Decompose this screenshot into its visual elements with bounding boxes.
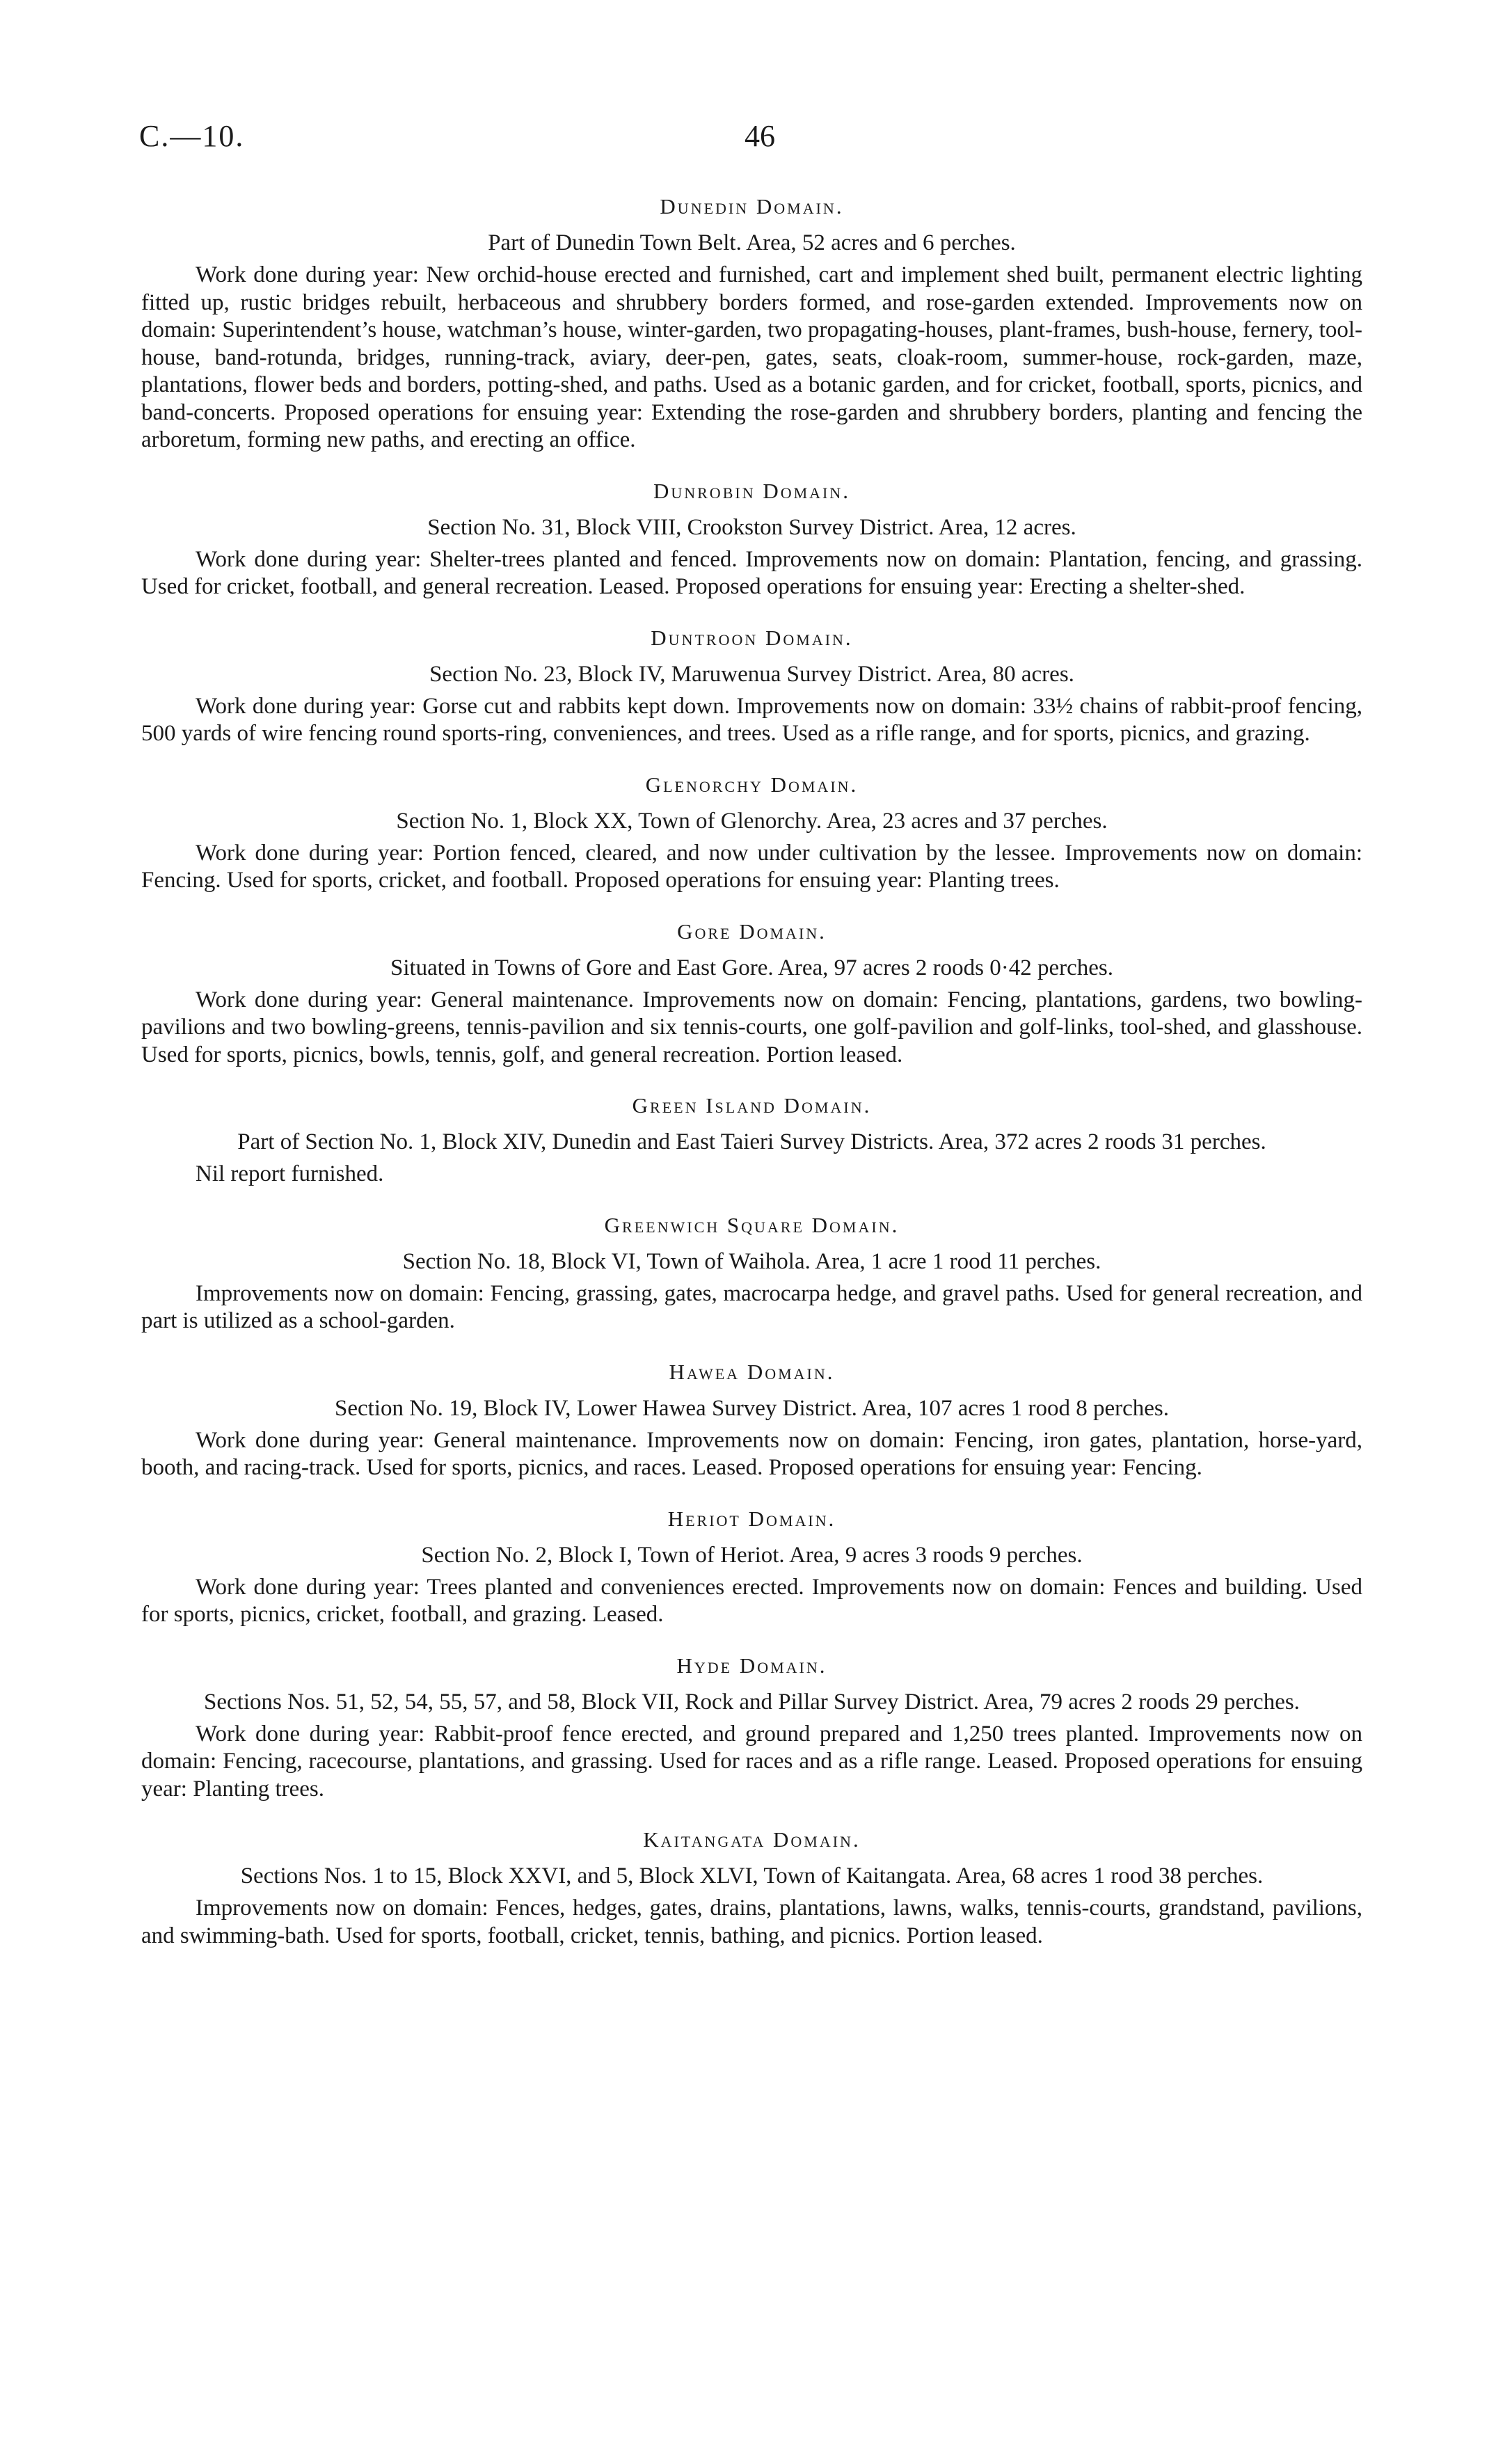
domain-section-duntroon	[141, 625, 1362, 748]
section-text: Improvements now on domain: Fencing, grassing, gates, macrocarpa hedge, and gravel paths. Used for general recreation, and part is utilized as a school-garden.	[141, 1280, 1362, 1333]
page-number: 46	[745, 119, 775, 153]
section-location: Situated in Towns of Gore and East Gore. Area, 97 acres 2 roods 0·42 perches.	[390, 955, 1114, 980]
report-body	[141, 193, 1362, 1973]
section-title: Dunedin Domain.	[660, 194, 844, 218]
section-title: Kaitangata Domain.	[643, 1827, 861, 1852]
section-title: Duntroon Domain.	[651, 625, 853, 650]
domain-section-green-island	[141, 1092, 1362, 1188]
section-text: Work done during year: Trees planted and conveniences erected. Improvements now on domain: Fences and building. Used for sports, picnics, cricket, football, and grazing. Leased.	[141, 1574, 1362, 1627]
section-text: Work done during year: Shelter-trees planted and fenced. Improvements now on domain: Plantation, fencing, and grassing. Used for cricket, football, and general recreation. Leased. Proposed operations for ensuing year: Erecting a shelter-shed.	[141, 546, 1362, 599]
section-text: Work done during year: New orchid-house erected and furnished, cart and implement shed built, permanent electric lighting fitted up, rustic bridges rebuilt, herbaceous and shrubbery borders formed, and rose-garden extended. Improvements now on domain: Superintendent’s house, watchman’s house, winter-garden, two propagating-houses, plant-frames, bush-house, fernery, tool-house, band-rotunda, bridges, running-track, aviary, deer-pen, gates, seats, cloak-room, summer-house, rock-garden, maze, plantations, flower beds and borders, potting-shed, and paths. Used as a botanic garden, and for cricket, football, sports, picnics, and band-concerts. Proposed operations for ensuing year: Extending the rose-garden and shrubbery borders, planting and fencing the arboretum, forming new paths, and erecting an office.	[141, 262, 1362, 452]
section-title: Glenorchy Domain.	[645, 772, 859, 797]
domain-section-gore	[141, 919, 1362, 1070]
section-title: Heriot Domain.	[667, 1506, 836, 1531]
domain-section-heriot	[141, 1506, 1362, 1629]
section-text: Work done during year: Rabbit-proof fence erected, and ground prepared and 1,250 trees planted. Improvements now on domain: Fencing, racecourse, plantations, and grassing. Used for races and as a rifle range. Leased. Proposed operations for ensuing year: Planting trees.	[141, 1721, 1362, 1802]
section-text: Work done during year: Gorse cut and rabbits kept down. Improvements now on domain: 33½ chains of rabbit-proof fencing, 500 yards of wire fencing round sports-ring, conveniences, and trees. Used as a rifle range, and for sports, picnics, and grazing.	[141, 693, 1362, 746]
domain-section-hawea	[141, 1359, 1362, 1482]
section-title: Hyde Domain.	[676, 1653, 827, 1678]
section-location: Section No. 1, Block XX, Town of Glenorchy. Area, 23 acres and 37 perches.	[396, 808, 1108, 834]
section-title: Dunrobin Domain.	[653, 478, 851, 503]
domain-section-hyde	[141, 1653, 1362, 1804]
section-text: Work done during year: General maintenance. Improvements now on domain: Fencing, iron gates, plantation, horse-yard, booth, and racing-track. Used for sports, picnics, and races. Leased. Proposed operations for ensuing year: Fencing.	[141, 1427, 1362, 1480]
section-location: Sections Nos. 51, 52, 54, 55, 57, and 58, Block VII, Rock and Pillar Survey District. Area, 79 acres 2 roods 29 perches.	[204, 1689, 1300, 1715]
section-location: Part of Section No. 1, Block XIV, Dunedin and East Taieri Survey Districts. Area, 372 acres 2 roods 31 perches.	[237, 1129, 1266, 1154]
section-text: Improvements now on domain: Fences, hedges, gates, drains, plantations, lawns, walks, tennis-courts, grandstand, pavilions, and swimming-bath. Used for sports, football, cricket, tennis, bathing, and picnics. Portion leased.	[141, 1895, 1362, 1948]
domain-section-kaitangata	[141, 1827, 1362, 1950]
nil-report-note: Nil report furnished.	[196, 1161, 384, 1186]
section-location: Part of Dunedin Town Belt. Area, 52 acres and 6 perches.	[488, 230, 1016, 255]
domain-section-dunedin	[141, 193, 1362, 454]
section-title: Hawea Domain.	[669, 1359, 835, 1384]
section-title: Gore Domain.	[677, 919, 827, 944]
section-location: Section No. 2, Block I, Town of Heriot. Area, 9 acres 3 roods 9 perches.	[421, 1542, 1083, 1568]
page-header	[139, 118, 1392, 167]
domain-section-glenorchy	[141, 772, 1362, 895]
section-text: Work done during year: Portion fenced, cleared, and now under cultivation by the lessee. Improvements now on domain: Fencing. Used for sports, cricket, and football. Proposed operations for ensuing year: Planting trees.	[141, 840, 1362, 893]
domain-section-dunrobin	[141, 478, 1362, 601]
document-reference: C.—10.	[139, 119, 245, 153]
section-location: Section No. 31, Block VIII, Crookston Survey District. Area, 12 acres.	[427, 514, 1076, 540]
section-text: Work done during year: General maintenance. Improvements now on domain: Fencing, plantations, gardens, two bowling-pavilions and two bowling-greens, tennis-pavilion and six tennis-courts, one golf-pavilion and golf-links, tool-shed, and glasshouse. Used for sports, picnics, bowls, tennis, golf, and general recreation. Portion leased.	[141, 987, 1362, 1067]
section-title: Greenwich Square Domain.	[604, 1212, 900, 1237]
section-location: Sections Nos. 1 to 15, Block XXVI, and 5, Block XLVI, Town of Kaitangata. Area, 68 acres 1 rood 38 perches.	[240, 1863, 1264, 1889]
domain-section-greenwich-square	[141, 1212, 1362, 1335]
section-location: Section No. 19, Block IV, Lower Hawea Survey District. Area, 107 acres 1 rood 8 perches.	[335, 1395, 1169, 1421]
section-title: Green Island Domain.	[632, 1093, 872, 1118]
section-location: Section No. 18, Block VI, Town of Waihola. Area, 1 acre 1 rood 11 perches.	[402, 1248, 1101, 1274]
section-location: Section No. 23, Block IV, Maruwenua Survey District. Area, 80 acres.	[429, 661, 1074, 687]
